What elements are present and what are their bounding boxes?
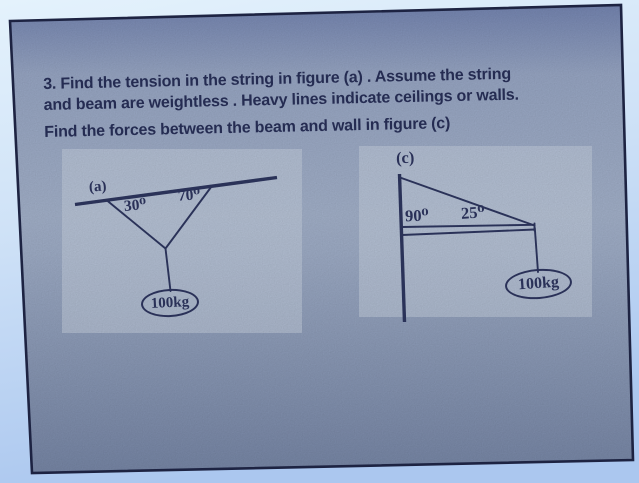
figure-a-right-angle-label: 70⁰ xyxy=(177,186,201,205)
problem-line-3: Find the forces between the beam and wall in figure (c) xyxy=(44,115,451,141)
figure-a-weight-tag xyxy=(140,288,199,319)
figure-a-label: (a) xyxy=(88,178,107,196)
figure-c-label: (c) xyxy=(395,147,415,168)
problem-line-1: 3. Find the tension in the string in figure (a) . Assume the string xyxy=(43,65,512,93)
figure-a-left-angle-label: 30⁰ xyxy=(123,196,147,215)
figure-c-wall-angle-label: 90⁰ xyxy=(404,205,430,226)
figure-c-weight-tag xyxy=(504,267,573,302)
problem-line-2: and beam are weightless . Heavy lines indicate ceilings or walls. xyxy=(43,86,519,114)
figure-c-beam-angle-label: 25⁰ xyxy=(460,202,486,223)
figure-c-weight-label: 100kg xyxy=(517,273,560,294)
figure-a-weight-label: 100kg xyxy=(150,293,190,312)
problem-statement xyxy=(43,62,604,143)
